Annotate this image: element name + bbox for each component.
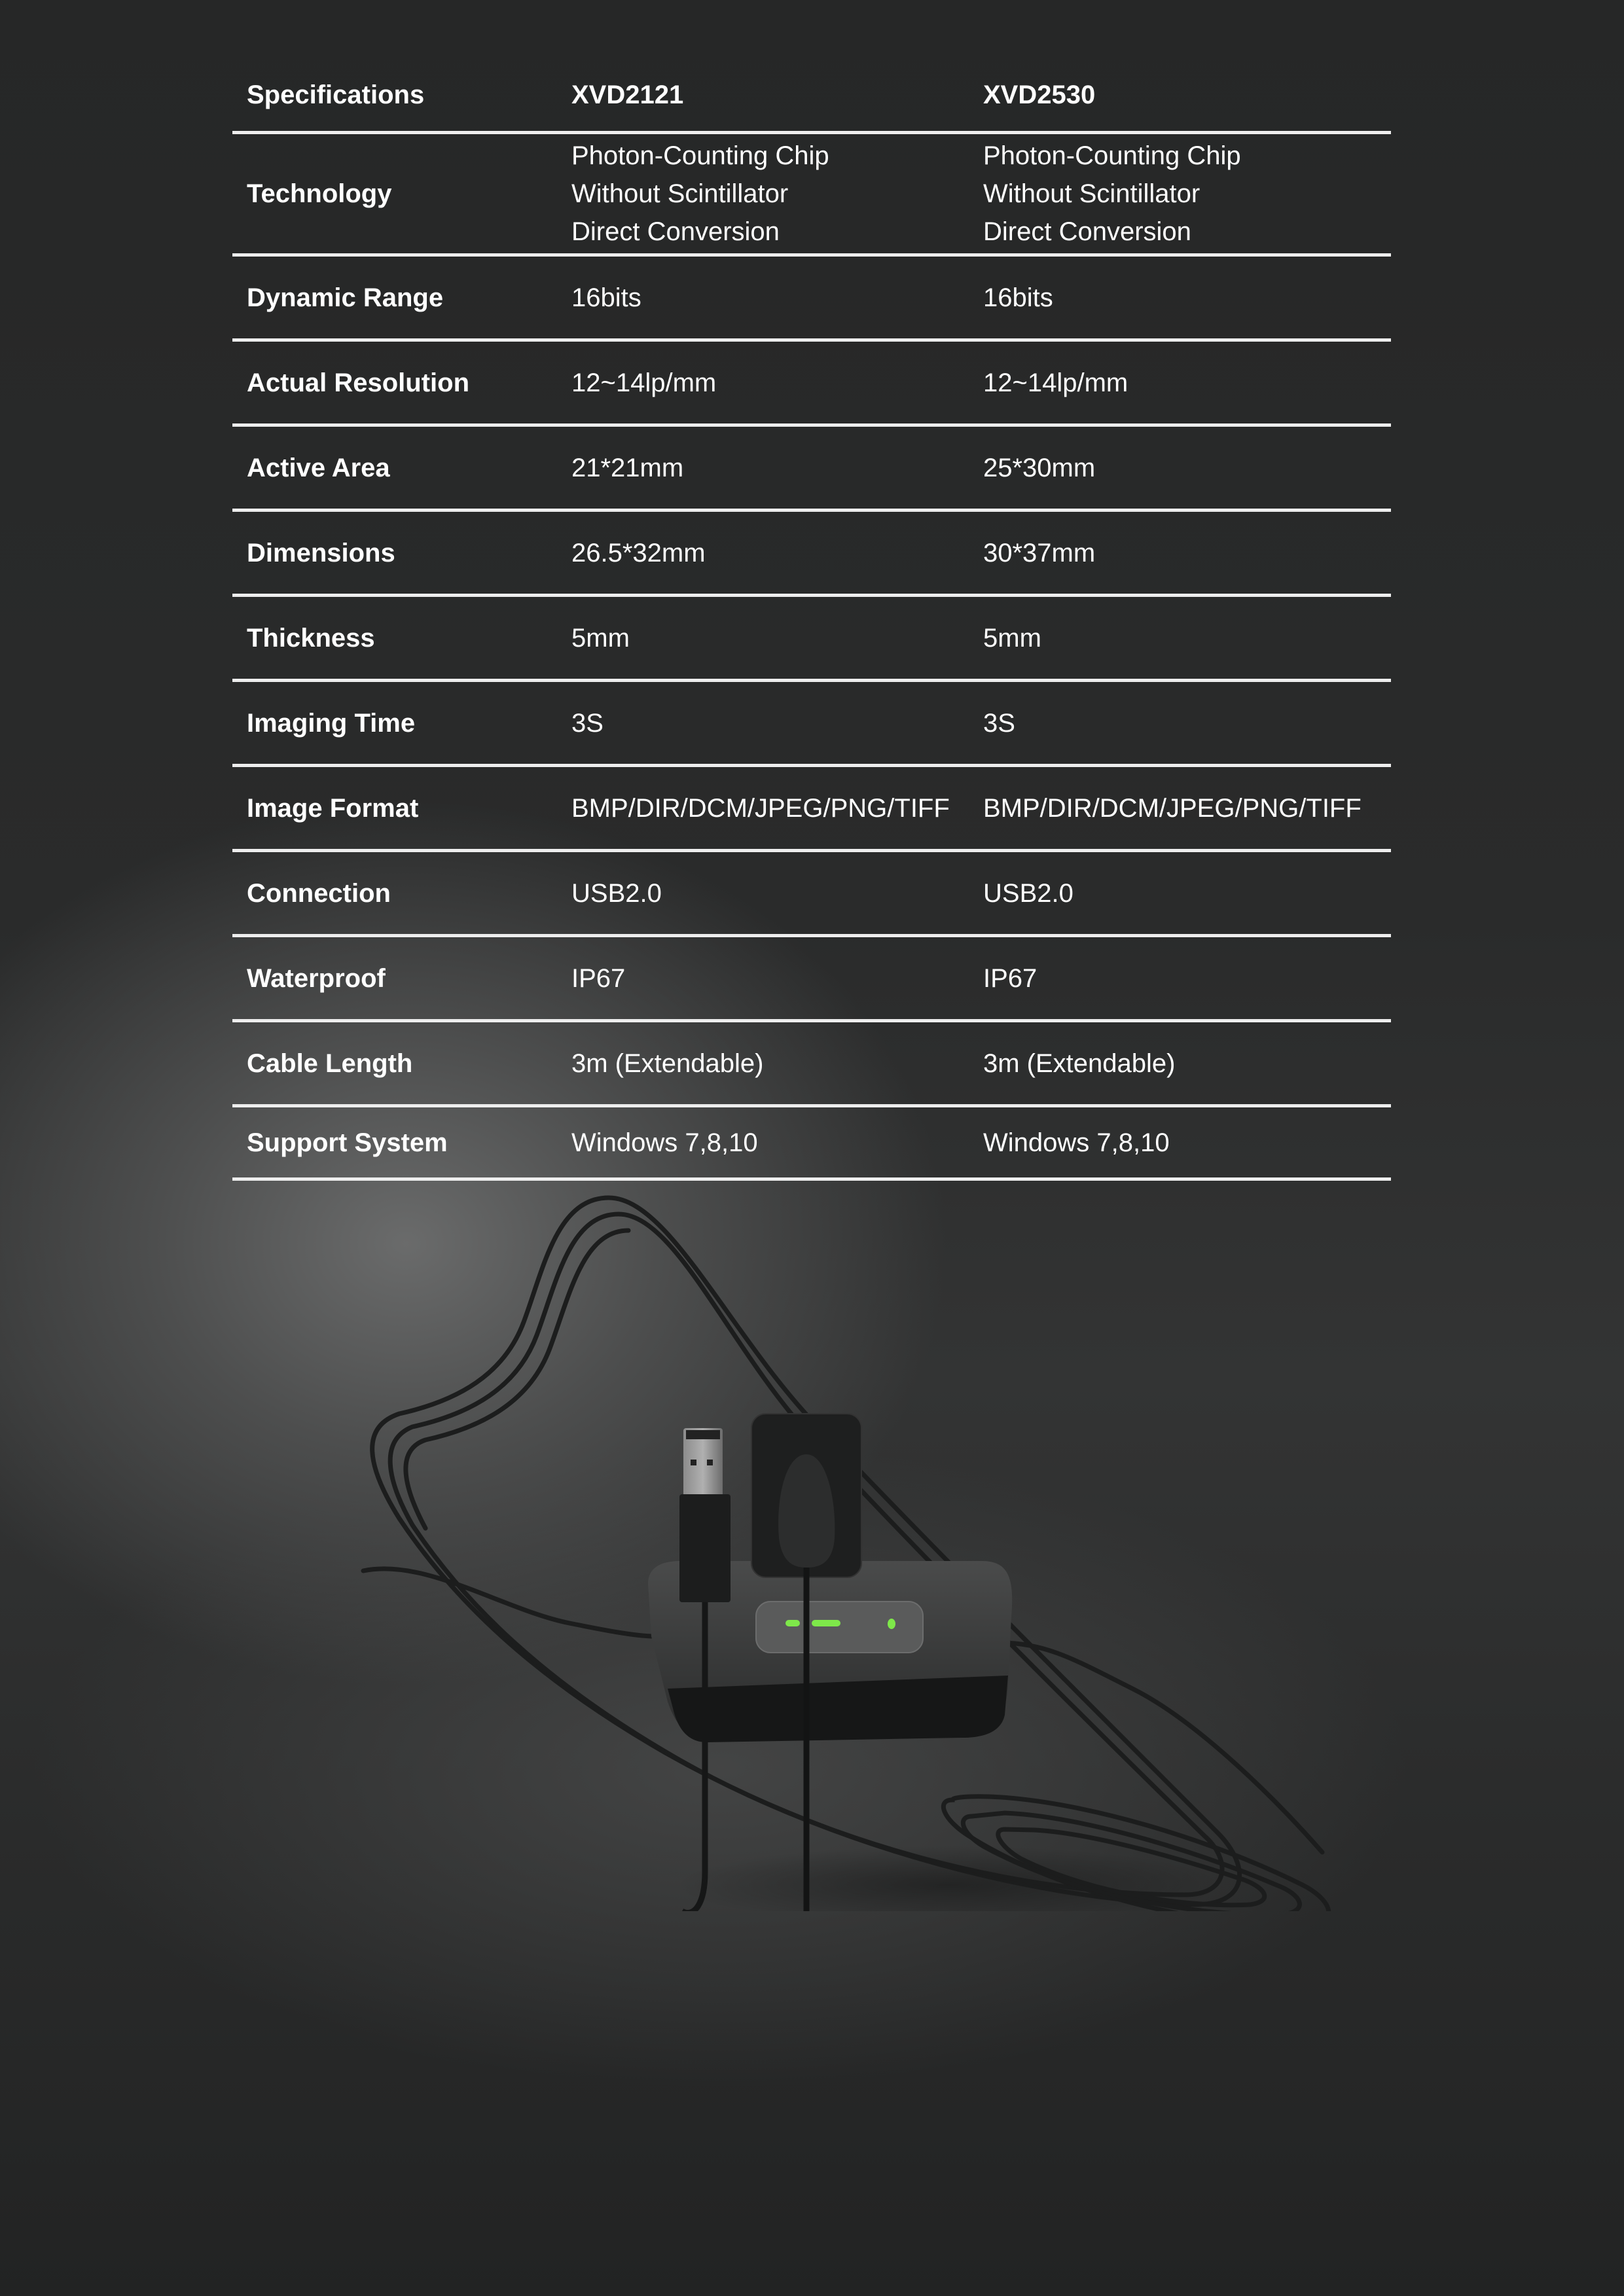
row-value-xvd2530: 16bits — [983, 283, 1053, 312]
table-header-row — [232, 59, 1391, 134]
row-value-xvd2530: 12~14lp/mm — [983, 368, 1128, 397]
row-label: Cable Length — [247, 1049, 413, 1078]
row-label: Thickness — [247, 623, 375, 653]
row-value-xvd2530: 30*37mm — [983, 538, 1096, 567]
value-line: Without Scintillator — [983, 179, 1200, 208]
row-value-xvd2530: BMP/DIR/DCM/JPEG/PNG/TIFF — [983, 793, 1362, 823]
row-value-xvd2530: 3S — [983, 708, 1015, 738]
row-value-xvd2121: 3m (Extendable) — [571, 1049, 764, 1078]
row-label: Imaging Time — [247, 708, 416, 738]
row-value-xvd2121: 12~14lp/mm — [571, 368, 717, 397]
row-label: Waterproof — [247, 963, 386, 993]
row-label: Connection — [247, 878, 391, 908]
row-label: Actual Resolution — [247, 368, 470, 397]
status-led-bar-icon — [812, 1620, 840, 1626]
table-row-connection — [232, 852, 1391, 937]
value-line: Direct Conversion — [571, 217, 780, 246]
table-row-dynamic-range — [232, 257, 1391, 342]
header-model-xvd2121: XVD2121 — [571, 81, 684, 109]
product-image — [360, 1191, 1375, 1911]
row-value-xvd2530: IP67 — [983, 963, 1038, 993]
sensor-device-illustration — [360, 1191, 1375, 1911]
header-specifications: Specifications — [247, 81, 425, 109]
row-label: Support System — [247, 1128, 448, 1157]
row-value-xvd2121: IP67 — [571, 963, 626, 993]
value-line: Without Scintillator — [571, 179, 789, 208]
table-row-image-format — [232, 767, 1391, 852]
row-label: Active Area — [247, 453, 390, 482]
row-value-xvd2530: 3m (Extendable) — [983, 1049, 1176, 1078]
row-label: Dimensions — [247, 538, 395, 567]
table-row-imaging-time — [232, 682, 1391, 767]
row-value-xvd2121: USB2.0 — [571, 878, 662, 908]
row-value-xvd2530: 5mm — [983, 623, 1041, 653]
value-line: Direct Conversion — [983, 217, 1191, 246]
table-row-active-area — [232, 427, 1391, 512]
row-label: Image Format — [247, 793, 419, 823]
table-row-thickness — [232, 597, 1391, 682]
row-label: Technology — [247, 179, 392, 208]
header-model-xvd2530: XVD2530 — [983, 81, 1096, 109]
table-row-waterproof — [232, 937, 1391, 1022]
table-row-support-system — [232, 1107, 1391, 1181]
row-label: Dynamic Range — [247, 283, 444, 312]
value-line: Photon-Counting Chip — [571, 141, 829, 170]
specifications-table — [232, 59, 1391, 1181]
row-value-xvd2121: BMP/DIR/DCM/JPEG/PNG/TIFF — [571, 793, 950, 823]
table-row-dimensions — [232, 512, 1391, 597]
status-panel — [756, 1602, 923, 1653]
row-value-xvd2121: 3S — [571, 708, 604, 738]
row-value-xvd2530: 25*30mm — [983, 453, 1096, 482]
table-row-technology — [232, 134, 1391, 257]
row-value-xvd2530 — [983, 137, 1241, 251]
row-value-xvd2121: 26.5*32mm — [571, 538, 706, 567]
status-led-icon — [785, 1620, 800, 1626]
value-line: Photon-Counting Chip — [983, 141, 1241, 170]
row-value-xvd2121: Windows 7,8,10 — [571, 1128, 758, 1157]
row-value-xvd2121 — [571, 137, 829, 251]
table-row-cable-length — [232, 1022, 1391, 1107]
power-led-icon — [888, 1619, 895, 1629]
row-value-xvd2530: Windows 7,8,10 — [983, 1128, 1170, 1157]
row-value-xvd2121: 5mm — [571, 623, 630, 653]
table-row-actual-resolution — [232, 342, 1391, 427]
row-value-xvd2530: USB2.0 — [983, 878, 1074, 908]
row-value-xvd2121: 16bits — [571, 283, 641, 312]
row-value-xvd2121: 21*21mm — [571, 453, 684, 482]
